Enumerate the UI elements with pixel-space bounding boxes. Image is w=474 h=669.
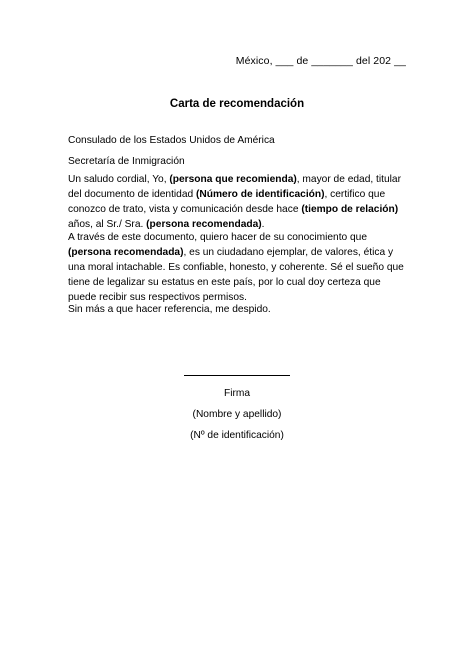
closing-line: Sin más a que hacer referencia, me despido. bbox=[68, 304, 271, 315]
signature-label: Firma bbox=[223, 388, 251, 399]
signature-id-placeholder: (Nº de identificación) bbox=[190, 430, 284, 441]
paragraph-2-text-1: A través de este documento, quiero hacer de su conocimiento que bbox=[68, 232, 368, 243]
paragraph-1-text-4: años, al Sr./ Sra. bbox=[68, 219, 147, 230]
paragraph-1-text-5: . bbox=[261, 219, 265, 230]
paragraph-1 bbox=[68, 172, 411, 232]
recommender-placeholder: (persona que recomienda) bbox=[169, 174, 297, 185]
paragraph-2 bbox=[68, 230, 411, 305]
signature-rule bbox=[184, 375, 290, 376]
paragraph-2-text-2: , es un ciudadano ejemplar, de valores, ética y una moral intachable. Es confiable, honesto, y coherente. Sé el sueño que tiene de legalizar su estatus en este país, por lo cual doy certeza que puede recibir sus respectivos permisos. bbox=[68, 247, 404, 303]
recipient-line-1: Consulado de los Estados Unidos de América bbox=[68, 135, 275, 146]
paragraph-1-text-2: , mayor de edad, titular del documento de identidad bbox=[68, 174, 401, 200]
recipient-line-2: Secretaría de Inmigración bbox=[68, 156, 185, 167]
date-line: México, ___ de _______ del 202 __ bbox=[235, 55, 406, 67]
letter-title: Carta de recomendación bbox=[169, 98, 305, 110]
relationship-time-placeholder: (tiempo de relación) bbox=[301, 204, 399, 215]
recommended-person-placeholder-2: (persona recomendada) bbox=[68, 247, 184, 258]
id-number-placeholder: (Número de identificación) bbox=[196, 189, 325, 200]
recommended-person-placeholder: (persona recomendada) bbox=[146, 219, 262, 230]
paragraph-1-text-3: , certifico que conozco de trato, vista y comunicación desde hace bbox=[68, 189, 386, 215]
paragraph-1-text-1: Un saludo cordial, Yo, bbox=[68, 174, 170, 185]
signature-name-placeholder: (Nombre y apellido) bbox=[192, 409, 282, 420]
